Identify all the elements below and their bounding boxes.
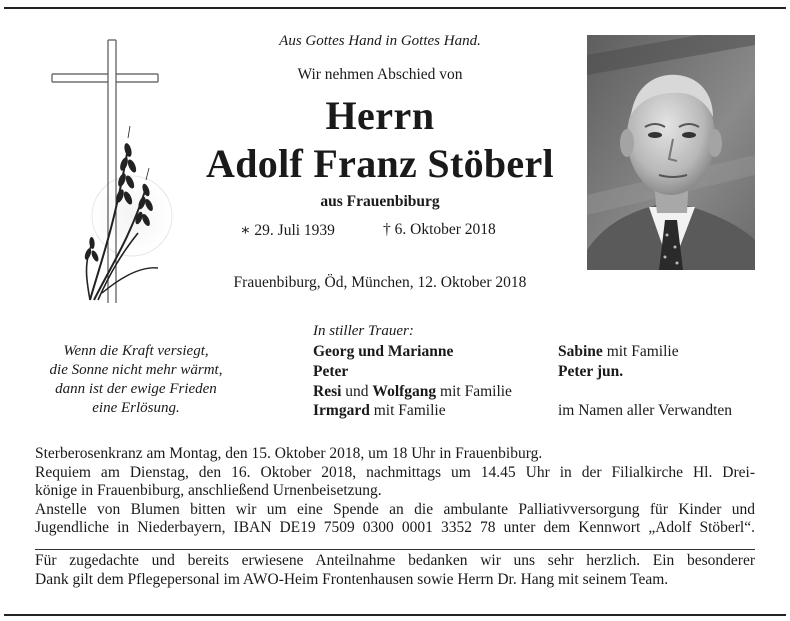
mourners-heading: In stiller Trauer: — [313, 323, 414, 339]
death-date: † 6. Oktober 2018 — [383, 221, 496, 238]
detail-line: Jugendliche in Niederbayern, IBAN DE19 7509 0300 0001 3352 78 unter dem Kennwort „Adolf Stöberl“. — [35, 519, 755, 537]
birth-date: ∗ 29. Juli 1939 — [240, 222, 335, 239]
detail-line: Anstelle von Blumen bitten wir um eine Spende an die ambulante Palliativversorgung für Kinder und — [35, 500, 755, 518]
mourner-entry: im Namen aller Verwandten — [558, 402, 733, 419]
mourner-entry: Peter — [313, 363, 349, 380]
poem-line: die Sonne nicht mehr wärmt, — [49, 362, 223, 378]
mourner-entry: Sabine mit Familie — [558, 343, 679, 360]
thanks-line: Dank gilt dem Pflegepersonal im AWO-Heim Frontenhausen sowie Herrn Dr. Hang mit seinem Team. — [35, 570, 669, 588]
service-details — [35, 445, 755, 538]
thanks-text — [35, 552, 755, 589]
poem — [36, 342, 236, 418]
mourner-entry: Resi und Wolfgang mit Familie — [313, 383, 512, 400]
detail-line: Sterberosenkranz am Montag, den 15. Oktober 2018, um 18 Uhr in Frauenbiburg. — [35, 445, 543, 462]
divider — [35, 549, 755, 550]
poem-line: dann ist der ewige Frieden — [55, 381, 217, 397]
detail-line: Requiem am Dienstag, den 16. Oktober 2018, nachmittags um 14.45 Uhr in der Filialkirche Hl. Drei- — [35, 463, 755, 481]
hometown: aus Frauenbiburg — [320, 193, 440, 210]
portrait-photo — [587, 35, 755, 270]
mourner-entry: Irmgard mit Familie — [313, 402, 446, 419]
mourner-entry: Georg und Marianne — [313, 343, 454, 360]
honorific-title: Herrn — [325, 93, 435, 138]
place-and-date: Frauenbiburg, Öd, München, 12. Oktober 2018 — [233, 274, 527, 291]
deceased-name: Adolf Franz Stöberl — [206, 141, 554, 186]
thanks-line: Für zugedachte und bereits erwiesene Anteilnahme bedanken wir uns sehr herzlich. Ein besonderer — [35, 552, 755, 569]
detail-line: könige in Frauenbiburg, anschließend Urnenbeisetzung. — [35, 482, 382, 500]
motto: Aus Gottes Hand in Gottes Hand. — [279, 33, 481, 49]
poem-line: Wenn die Kraft versiegt, — [63, 343, 209, 359]
mourner-entry: Peter jun. — [558, 363, 624, 380]
poem-line: eine Erlösung. — [92, 400, 180, 416]
farewell-line: Wir nehmen Abschied von — [297, 66, 463, 83]
